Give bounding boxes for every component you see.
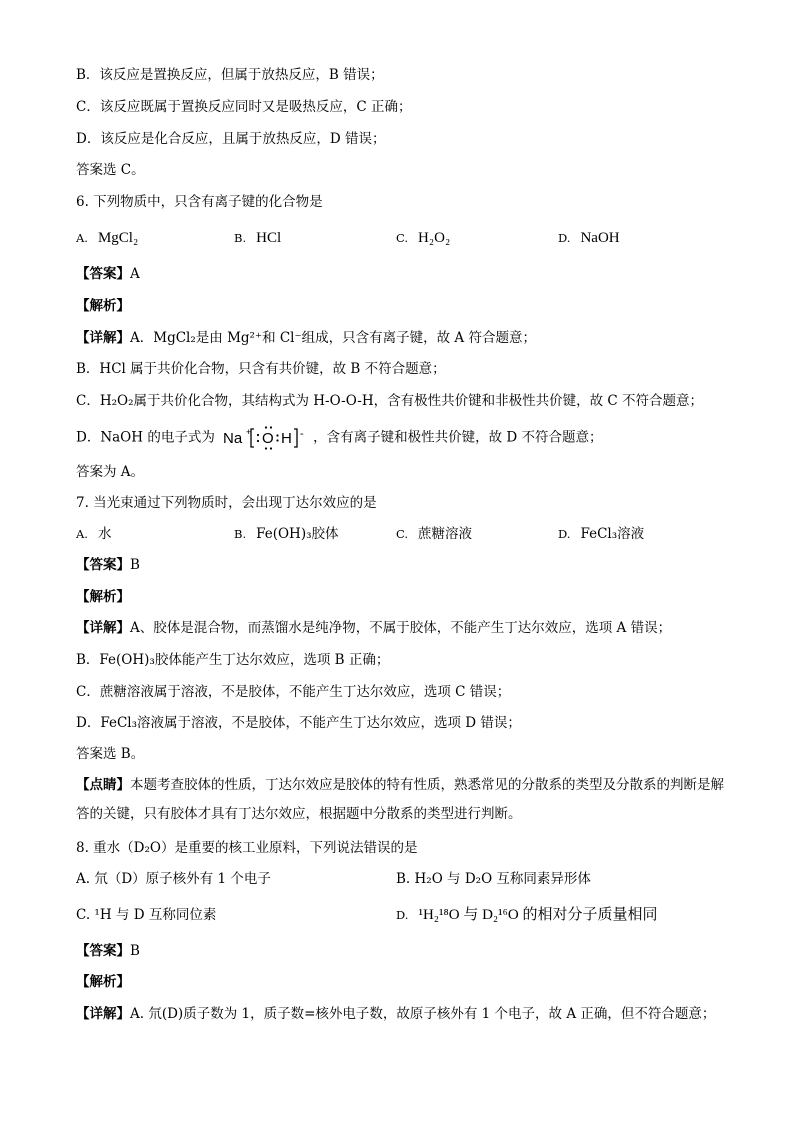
lewis-plus: + [246,427,252,437]
q8-answer-line [76,942,140,960]
q7-analysis-heading [76,588,130,606]
option-letter: D. [558,527,571,541]
answer-value: B [130,943,140,959]
q6-answer: 答案为 A。 [76,464,145,480]
option-text: MgCl₂ [97,230,139,246]
q5-option-d-explanation: D．该反应是化合反应，且属于放热反应，D 错误； [76,131,386,147]
detail-label: 【详解】 [76,1006,130,1022]
option-letter: D. [558,231,571,245]
q6-analysis-heading [76,297,130,315]
q5-answer: 答案选 C。 [76,162,145,178]
q7-option-b [234,525,339,543]
answer-value: A [130,266,140,282]
note-label: 【点睛】 [76,777,130,793]
note-text: 本题考查胶体的性质，丁达尔效应是胶体的特有性质，熟悉常见的分散系的类型及分散系的判断是解答的关键，只有胶体才具有丁达尔效应，根据题中分散系的类型进行判断。 [76,777,724,822]
option-text: HCl [256,230,282,246]
q8-stem: 8. 重水（D₂O）是重要的核工业原料，下列说法错误的是 [76,840,418,856]
q6-option-c [396,229,450,247]
q6-detail-d [76,425,603,451]
detail-label: 【详解】 [76,330,130,346]
q7-detail-d: D．FeCl₃溶液属于溶液，不是胶体，不能产生丁达尔效应，选项 D 错误； [76,715,521,731]
detail-label: 【详解】 [76,620,130,636]
q8-detail-a [76,1005,715,1023]
option-letter: A. [76,231,88,245]
option-letter: B. [234,231,247,245]
option-text: NaOH [580,230,620,246]
lewis-na: Na [223,430,243,447]
naoh-electron-formula [221,425,313,451]
q8-analysis-heading [76,973,130,991]
q6-option-a [76,229,138,247]
answer-label: 【答案】 [76,266,130,282]
q7-answer-line [76,556,140,574]
q6-detail-b: B．HCl 属于共价化合物，只含有共价键，故 B 不符合题意； [76,361,446,377]
q6-detail-c: C．H₂O₂属于共价化合物，其结构式为 H-O-O-H，含有极性共价键和非极性共价键，故 C 不符合题意； [76,393,704,409]
lewis-minus: - [300,428,304,440]
q8-option-c: C. ¹H 与 D 互称同位素 [76,907,217,923]
answer-label: 【答案】 [76,557,130,573]
q6-stem: 6. 下列物质中，只含有离子键的化合物是 [76,194,323,210]
detail-text: A、胶体是混合物，而蒸馏水是纯净物，不属于胶体，不能产生丁达尔效应，选项 A 错误； [130,620,672,636]
option-letter: D. [396,908,409,922]
q6-detail-a [76,329,536,347]
q7-detail-a [76,619,671,637]
option-letter: C. [396,231,409,245]
q5-option-b-explanation: B．该反应是置换反应，但属于放热反应，B 错误； [76,67,384,83]
option-text: 蔗糖溶液 [418,526,473,542]
option-letter: C. [396,527,409,541]
lewis-o: O [262,430,274,447]
option-letter: A. [76,527,88,541]
q7-option-a [76,525,111,543]
q7-answer: 答案选 B。 [76,746,145,762]
analysis-label: 【解析】 [76,589,130,605]
q7-detail-b: B．Fe(OH)₃胶体能产生丁达尔效应，选项 B 正确； [76,652,390,668]
q7-stem: 7. 当光束通过下列物质时，会出现丁达尔效应的是 [76,495,377,511]
lewis-h: H [281,430,292,447]
option-text: FeCl₃溶液 [580,526,645,542]
answer-value: B [130,557,140,573]
option-text: ¹H₂¹⁸O 与 D₂¹⁶O 的相对分子质量相同 [418,907,658,923]
detail-text: A．MgCl₂是由 Mg²⁺和 Cl⁻组成，只含有离子键，故 A 符合题意； [130,330,536,346]
left-bracket [251,429,254,447]
lewis-structure-graphic [221,425,313,451]
option-text: H₂O₂ [418,230,451,246]
option-letter: B. [234,527,247,541]
analysis-label: 【解析】 [76,974,130,990]
analysis-label: 【解析】 [76,298,130,314]
answer-label: 【答案】 [76,943,130,959]
q6-option-b [234,229,281,247]
q7-option-c [396,525,472,543]
option-text: 水 [97,526,112,542]
q8-option-a: A. 氘（D）原子核外有 1 个电子 [76,871,271,887]
detail-text-post: ，含有离子键和极性共价键，故 D 不符合题意； [313,429,603,446]
q6-option-d [558,229,620,247]
q7-detail-c: C．蔗糖溶液属于溶液，不是胶体，不能产生丁达尔效应，选项 C 错误； [76,684,511,700]
q5-option-c-explanation: C．该反应既属于置换反应同时又是吸热反应，C 正确； [76,99,412,115]
q7-option-d [558,525,644,543]
q7-note [76,771,726,829]
q8-option-b: B. H₂O 与 D₂O 互称同素异形体 [396,871,591,887]
right-bracket [294,429,297,447]
detail-text-pre: D．NaOH 的电子式为 [76,429,215,446]
q6-answer-line [76,265,140,283]
q8-option-d [396,906,657,924]
option-text: Fe(OH)₃胶体 [256,526,339,542]
detail-text: A. 氘(D)质子数为 1，质子数=核外电子数，故原子核外有 1 个电子，故 A 正确，但不符合题意； [130,1006,716,1022]
